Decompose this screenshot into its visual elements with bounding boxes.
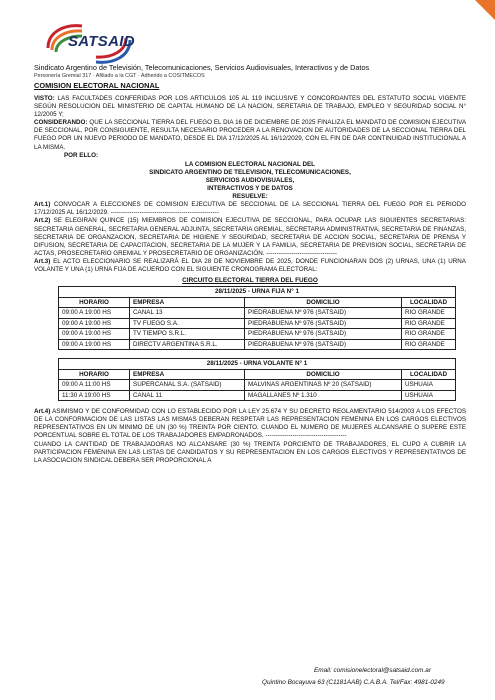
cell-horario: 09:00 A 19:00 HS <box>59 329 130 340</box>
footer-address: Quintino Bocayuva 63 (C1181AAB) C.A.B.A. Tel/Fax: 4981-0249 <box>262 679 445 686</box>
considerando-label: CONSIDERANDO: <box>34 119 88 127</box>
cell-localidad: RIO GRANDE <box>402 318 456 329</box>
considerando-text: QUE LA SECCIONAL TIERRA DEL FUEGO EL DIA 16 DE DICIEMBRE DE 2025 FINALIZA EL MANDATO DE COMISION EJECUTIVA DE SECCIONAL, POR CONSIGUIENTE, RESULTA NECESARIO PROCEDER A LA RENOVACION DE AUTORIDADES DE LA SECCIONAL TIERRA DEL FUEGO POR UN NUEVO PERIODO DE MANDATO, DESDE EL DIA 17/12/2025 AL 16/12/2029, CON EL FIN DE DAR CONTINUIDAD INSTITUCIONAL A LA MISMA. <box>34 119 466 151</box>
article-4-text: ASIMISMO Y DE CONFORMIDAD CON LO ESTABLECIDO POR LA LEY 25.674 Y SU DECRETO REGLAMENTARIO 514/2003 A LOS EFECTOS DE LA CONFORMACION DE LAS LISTAS LAS MISMAS DEBERAN RESPETAR LAS REPRESENTACION FEMENINA EN LOS CARGOS ELECTIVOS REPRESENTATIVOS EN UN MINIMO DE UN (30 %) TREINTA POR CIENTO. CUANDO EL NUMERO DE MUJERES ALCANSARE O SUPERE ESTE PORCENTUAL SOBRE EL TOTAL DE LOS TRABAJADORES EMPADRONADOS. --------------------------------------- <box>34 408 466 440</box>
column-header-domicilio: DOMICILIO <box>245 369 402 380</box>
table-row <box>59 329 456 340</box>
cell-domicilio: PIEDRABUENA Nº 976 (SATSAID) <box>245 339 402 350</box>
article-2 <box>34 217 466 257</box>
article-4 <box>34 408 466 440</box>
cell-domicilio: PIEDRABUENA Nº 976 (SATSAID) <box>245 308 402 319</box>
cell-domicilio: MALVINAS ARGENTINAS Nº 20 (SATSAID) <box>245 380 402 391</box>
resolve-line: SERVICIOS AUDIOVISUALES, <box>205 176 295 184</box>
cell-localidad: USHUAIA <box>402 390 456 401</box>
cell-horario: 09:00 A 19:00 HS <box>59 308 130 319</box>
article-4-label: Art.4) <box>34 408 51 416</box>
column-header-horario: HORARIO <box>59 369 130 380</box>
urna-volante-title: 28/11/2025 - URNA VOLANTE N° 1 <box>59 359 456 370</box>
cell-empresa: SUPERCANAL S.A. (SATSAID) <box>130 380 245 391</box>
column-header-localidad: LOCALIDAD <box>402 369 456 380</box>
resolve-line: INTERACTIVOS Y DE DATOS <box>207 185 293 193</box>
visto-text: LAS FACULTADES CONFERIDAS POR LOS ARTICULOS 105 AL 119 INCLUSIVE Y CONCORDANTES DEL ESTATUTO SOCIAL VIGENTE SEGÚN RESOLUCION DEL MINISTERIO DE CAPITAL HUMANO DE LA NACION, SERETARIA DE TRABAJO, EMPLEO Y SEGURIDAD SOCIAL N° 12/2005 Y; <box>34 95 466 119</box>
table-row <box>59 390 456 401</box>
resolve-heading <box>34 161 466 201</box>
commission-heading: COMISION ELECTORAL NACIONAL <box>34 81 160 90</box>
cell-horario: 09:00 A 19:00 HS <box>59 318 130 329</box>
column-header-empresa: EMPRESA <box>130 369 245 380</box>
organization-affiliation: Personería Gremial 317 · Afiliado a la CGT · Adherido a COSITMECOS <box>34 73 205 79</box>
resolve-line: RESUELVE: <box>232 193 268 201</box>
organization-name: Sindicato Argentino de Televisión, Telecomunicaciones, Servicios Audiovisuales, Interactivos y de Datos <box>34 63 370 72</box>
article-3 <box>34 258 466 274</box>
column-header-localidad: LOCALIDAD <box>402 297 456 308</box>
cell-domicilio: PIEDRABUENA Nº 976 (SATSAID) <box>245 329 402 340</box>
cell-localidad: RIO GRANDE <box>402 308 456 319</box>
article-3-text: EL ACTO ELECCIONARIO SE REALIZARÁ EL DIA 28 DE NOVIEMBRE DE 2025, DONDE FUNCIONARAN DOS (2) URNAS, UNA (1) URNA VOLANTE Y UNA (1) URNA FIJA DE ACUERDO CON EL SIGUIENTE CRONOGRAMA ELECTORAL: <box>34 257 466 273</box>
table-row <box>59 318 456 329</box>
table-row <box>59 308 456 319</box>
article-1 <box>34 201 466 217</box>
cell-localidad: RIO GRANDE <box>402 329 456 340</box>
article-2-text: SE ELEGIRAN QUINCE (15) MIEMBROS DE COMISION EJECUTIVA DE SECCIONAL, PARA OCUPAR LAS SIGUIENTES SECRETARIAS: SECRETARIA GENERAL, SECRETARIA GENERAL ADJUNTA, SECRETARIA GREMIAL, SECRETARIA ADMINISTRATIVA, SECRETARIA DE FINANZAS, SECRETARIA DE ORGANZACION, SECRETARIA DE HIGIENE Y SEGURIDAD, SECRETARIA DE ACCION SOCIAL, SECRETARIA DE PRENSA Y DIFUSION, SECRETARIA DE CAPACITACION, SECRETARIA DE LA MUJER Y LA FAMILIA, SECRETARIA DE PREVISION SOCIAL, SECRETARIA DE ACTAS, PROSECRETARIO GREMIAL Y PROSECRETARIO DE ORGANIZACIÓN. ---------------------------------- <box>34 217 466 257</box>
cell-horario: 09:00 A 19:00 HS <box>59 339 130 350</box>
visto-label: VISTO: <box>34 95 55 102</box>
circuit-title: CIRCUITO ELECTORAL TIERRA DEL FUEGO <box>182 277 318 285</box>
urna-volante-table <box>58 358 456 401</box>
article-4-continuation: CUANDO LA CANTIDAD DE TRABAJADORAS NO ALCANSARE (30 %) TREINTA PORCIENTO DE TRABAJADORES, EL CUPO A CUBRIR LA PARTICIPACION FEMENINA EN LAS LISTAS DE CANDIDATOS Y SU REPRESENTACION EN LOS CARGOS ELECTIVOS Y REPRESENTATIVOS DE LA ASOCIACION SINDICAL DEBERA SER PROPORCIONAL A <box>34 440 466 464</box>
cell-domicilio: PIEDRABUENA Nº 976 (SATSAID) <box>245 318 402 329</box>
cell-empresa: TV TIEMPO S.R.L. <box>130 329 245 340</box>
urna-fija-table <box>58 286 456 350</box>
footer-email: Email: comisionelectoral@satsaid.com.ar <box>314 667 431 674</box>
cell-horario: 11:30 A 19:00 HS <box>59 390 130 401</box>
table-row <box>59 380 456 391</box>
resolve-line: SINDICATO ARGENTINO DE TELEVISION, TELECOMUNICACIONES, <box>149 168 351 176</box>
cell-horario: 09:00 A 11:00 HS <box>59 380 130 391</box>
article-3-label: Art.3) <box>34 257 51 265</box>
decorative-corner-bottom-left <box>0 640 100 700</box>
column-header-domicilio: DOMICILIO <box>245 297 402 308</box>
considerando-paragraph <box>34 119 466 151</box>
cell-empresa: TV FUEGO S.A. <box>130 318 245 329</box>
article-2-label: Art.2) <box>34 217 51 225</box>
urna-fija-title: 28/11/2025 - URNA FIJA N° 1 <box>59 287 456 298</box>
cell-empresa: CANAL 13 <box>130 308 245 319</box>
cell-localidad: USHUAIA <box>402 380 456 391</box>
resolution-body <box>34 95 466 465</box>
cell-localidad: RIO GRANDE <box>402 339 456 350</box>
visto-paragraph <box>34 95 466 119</box>
logo-wordmark: SATSAID <box>68 33 135 50</box>
article-1-label: Art.1) <box>34 201 51 209</box>
column-header-horario: HORARIO <box>59 297 130 308</box>
table-row <box>59 339 456 350</box>
cell-domicilio: MAGALLANES Nº 1.310 <box>245 390 402 401</box>
article-1-text: CONVOCAR A ELECCIONES DE COMISION EJECUTIVA DE SECCIONAL DE LA SECCIONAL TIERRA DEL FUEGO POR EL PERIODO 17/12/2025 AL 16/12/2029. ---------------------------------------------------- <box>34 201 466 217</box>
por-ello: POR ELLO: <box>64 151 99 159</box>
resolve-line: LA COMISION ELECTORAL NACIONAL DEL <box>185 160 315 168</box>
column-header-empresa: EMPRESA <box>130 297 245 308</box>
cell-empresa: CANAL 11 <box>130 390 245 401</box>
cell-empresa: DIRECTV ARGENTINA S.R.L. <box>130 339 245 350</box>
